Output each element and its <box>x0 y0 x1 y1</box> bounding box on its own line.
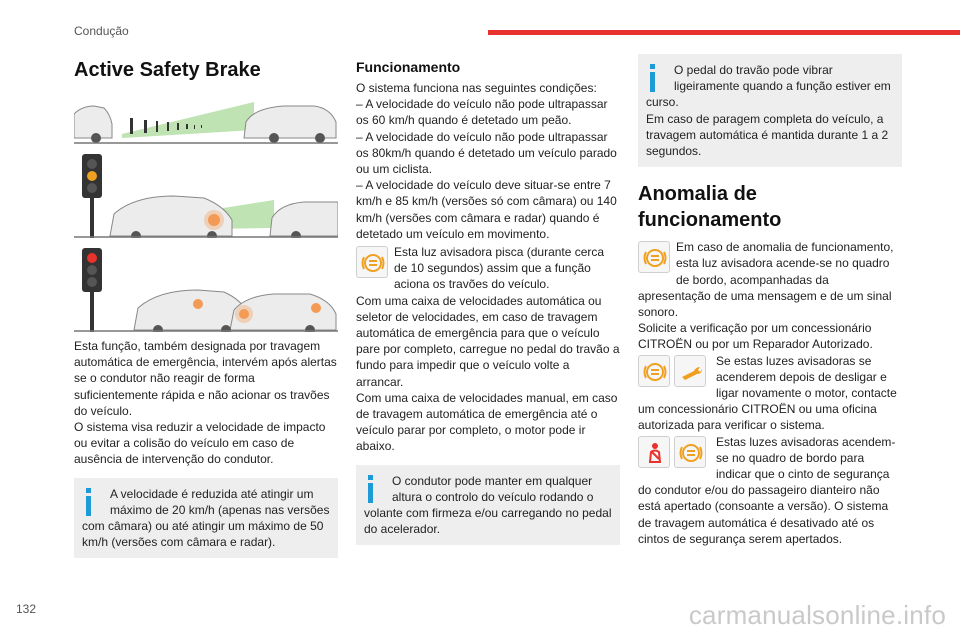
conditions-line: – A velocidade do veículo deve situar-se entre 7 km/h e 85 km/h (versões só com câmara) ou 140 km/h (versões com câmara e radar) quando é detetado um veículo em movimento. <box>356 178 617 241</box>
wrench-service-icon <box>674 355 706 387</box>
brake-warning-light-icon <box>674 436 706 468</box>
intro-paragraph: Esta função, também designada por travagem automática de emergência, intervém após alertas se o condutor não reagir de forma suficientemente rápida e não acionar os travões do veículo. <box>74 339 337 418</box>
malfunction-text-2: Se estas luzes avisadoras se acenderem depois de desligar e ligar novamente o motor, contacte um concessionário CITROËN ou uma oficina autorizada para verificar o sistema. <box>638 353 897 433</box>
malfunction-block-3 <box>638 434 902 547</box>
warning-light-block <box>356 244 620 293</box>
seatbelt-warning-icon <box>638 436 670 468</box>
info-note-text: A velocidade é reduzida até atingir um máximo de 20 km/h (apenas nas versões com câmara) ou até atingir um máximo de 50 km/h (versões com câmara e radar). <box>82 486 330 550</box>
conditions-line: – A velocidade do veículo não pode ultrapassar os 60 km/h quando é detetado um peão. <box>356 97 608 128</box>
illustration-traffic-light-yellow <box>74 150 338 238</box>
column-middle <box>356 54 620 545</box>
illustration-traffic-light-red <box>74 244 338 332</box>
info-note-text-2: Em caso de paragem completa do veículo, a travagem automática é mantida durante 1 a 2 segundos. <box>646 111 889 159</box>
malfunction-text-1: Em caso de anomalia de funcionamento, esta luz avisadora acende-se no quadro de bordo, acompanhadas da apresentação de uma mensagem e de um sinal sonoro. <box>638 240 894 320</box>
header-accent-bar <box>488 30 960 35</box>
info-icon <box>364 475 382 505</box>
info-note-driver-control <box>356 465 620 546</box>
info-note-brake-pedal <box>638 54 902 167</box>
info-note-text: O condutor pode manter em qualquer altura o controlo do veículo rodando o volante com firmeza e/ou carregando no pedal do acelerador. <box>364 473 612 537</box>
malfunction-text-1b: Solicite a verificação por um concessionário CITROËN ou por um Reparador Autorizado. <box>638 321 873 352</box>
warning-light-text: Esta luz avisadora pisca (durante cerca de 10 segundos) assim que a função aciona os travões do veículo. <box>394 245 605 292</box>
conditions-line: O sistema funciona nas seguintes condições: <box>356 81 597 95</box>
malfunction-block-2 <box>638 353 902 434</box>
header-section-label: Condução <box>74 24 129 38</box>
page-title: Active Safety Brake <box>74 59 261 81</box>
section-title-operation: Funcionamento <box>356 59 461 75</box>
intro-paragraph-2: O sistema visa reduzir a velocidade de impacto ou evitar a colisão do veículo em caso de ausência de intervenção do condutor. <box>74 420 326 467</box>
column-left <box>74 54 338 558</box>
brake-warning-light-icon <box>638 355 670 387</box>
info-icon <box>646 64 664 94</box>
auto-gearbox-paragraph: Com uma caixa de velocidades automática ou seletor de velocidades, em caso de travagem automática de emergência para que o veículo pare por completo, carregue no pedal do travão a fundo para impedir que o veículo volte a arrancar. <box>356 293 620 389</box>
malfunction-text-3: Estas luzes avisadoras acendem-se no quadro de bordo para indicar que o cinto de segurança do condutor e/ou do passageiro dianteiro não está apertado (consoante a versão). O sistema de travagem automática é desativado até os cintos de segurança serem apertados. <box>638 434 896 546</box>
malfunction-block-1 <box>638 239 902 352</box>
info-note-text: O pedal do travão pode vibrar ligeiramente quando a função estiver em curso. <box>646 63 891 110</box>
warning-icons-pair <box>638 355 710 387</box>
brake-warning-light-icon <box>356 246 388 278</box>
info-icon <box>82 488 100 518</box>
brake-warning-light-icon <box>638 241 670 273</box>
manual-gearbox-paragraph: Com uma caixa de velocidades manual, em caso de travagem automática de emergência até o veículo parar por completo, o motor pode ir abaixo. <box>356 390 618 454</box>
conditions-line: – A velocidade do veículo não pode ultrapassar os 80km/h quando é detetado um veículo parado ou um ciclista. <box>356 129 617 177</box>
page-number: 132 <box>16 602 37 616</box>
watermark: carmanualsonline.info <box>688 600 946 630</box>
info-note-speed <box>74 478 338 559</box>
warning-icons-pair <box>638 436 710 468</box>
section-title-malfunction: Anomalia de funcionamento <box>638 183 782 232</box>
illustration-car-following <box>74 94 338 144</box>
column-right <box>638 54 902 547</box>
